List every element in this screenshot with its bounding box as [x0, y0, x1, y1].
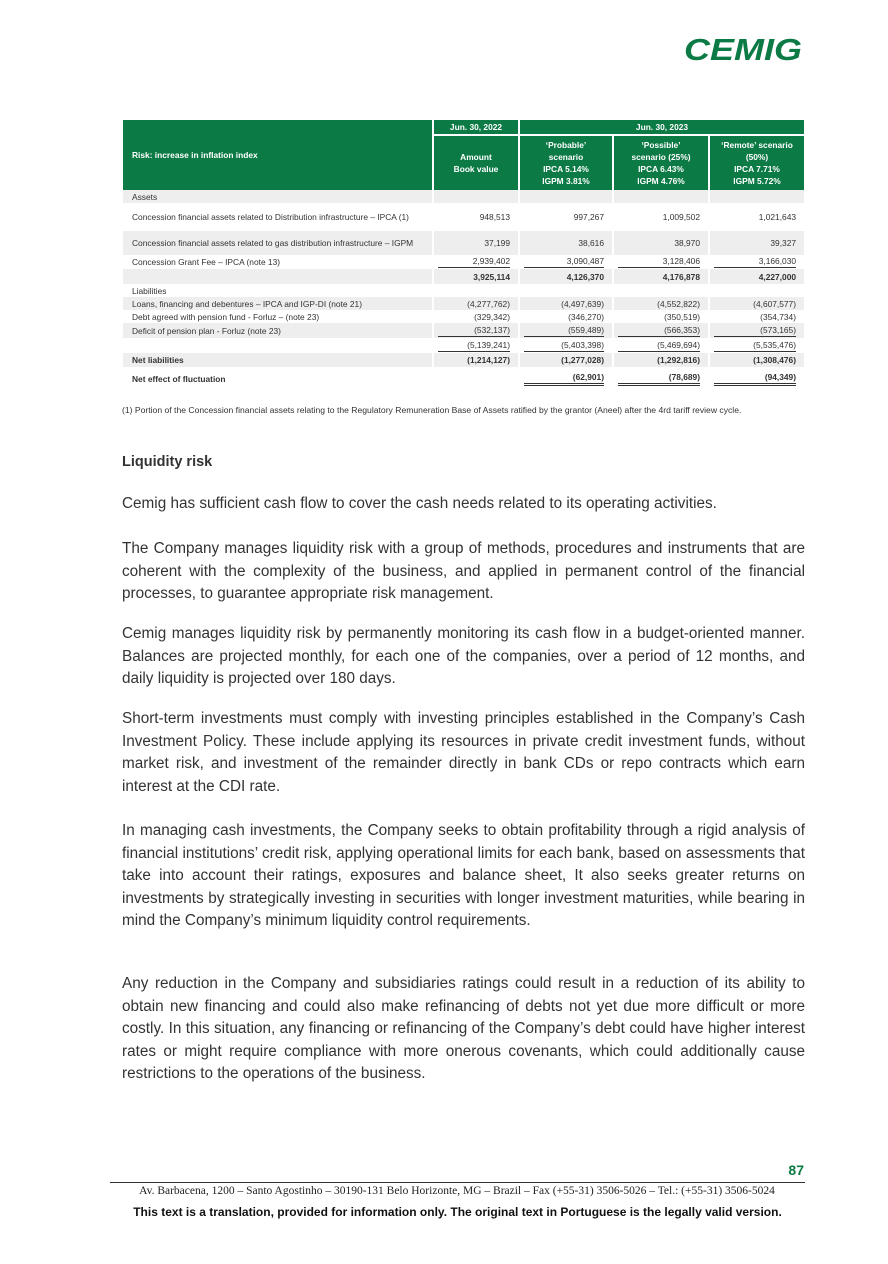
inflation-risk-table: [123, 120, 804, 391]
cell-value: (4,552,822): [612, 297, 708, 310]
section-title: Liquidity risk: [122, 454, 213, 470]
paragraph: Cemig has sufficient cash flow to cover the cash needs related to its operating activities.: [122, 495, 717, 512]
footer-divider: [110, 1182, 805, 1183]
row-label: Net effect of fluctuation: [123, 367, 432, 391]
cell-value: 4,227,000: [708, 269, 804, 284]
paragraph: In managing cash investments, the Company seeks to obtain profitability through a rigid analysis of financial institutions’ credit risk, applying operational limits for each bank, based on assessments that take into account their ratings, exposures and balance sheet, It also seeks greater returns on investments by strategically investing in securities with longer investment maturities, while bearing in mind the Company’s minimum liquidity control requirements.: [122, 822, 805, 929]
row-label: Debt agreed with pension fund - Forluz – (note 23): [123, 310, 432, 323]
cell-value: (573,165): [714, 325, 796, 337]
col-header-remote: ‘Remote’ scenario (50%) IPCA 7.71% IGPM 5.72%: [708, 134, 804, 190]
cell-value: 1,021,643: [708, 203, 804, 231]
cell-value: (4,497,639): [518, 297, 612, 310]
table-row-liabilities-total: [123, 338, 804, 353]
row-label: Concession financial assets related to Distribution infrastructure – IPCA (1): [123, 203, 432, 231]
cell-value: (329,342): [432, 310, 518, 323]
col-header-book-value: Amount Book value: [432, 134, 518, 190]
cell-value: 37,199: [432, 231, 518, 255]
row-label: Concession Grant Fee – IPCA (note 13): [123, 255, 432, 269]
cell-value: 4,126,370: [518, 269, 612, 284]
table-row: [123, 203, 804, 231]
cell-value: 3,166,030: [714, 256, 796, 268]
cell-value: (94,349): [714, 372, 796, 386]
table-row: [123, 297, 804, 310]
table-row-net-effect: [123, 367, 804, 391]
cell-value: (346,270): [518, 310, 612, 323]
cell-value: 38,616: [518, 231, 612, 255]
cell-value: (5,535,476): [714, 340, 796, 352]
cell-value: (62,901): [524, 372, 604, 386]
cell-value: (4,607,577): [708, 297, 804, 310]
table-row: [123, 231, 804, 255]
table-row: [123, 255, 804, 269]
cell-value: (4,277,762): [432, 297, 518, 310]
cell-value: (532,137): [438, 325, 510, 337]
table-row-assets-total: [123, 269, 804, 284]
footer-disclaimer: This text is a translation, provided for information only. The original text in Portuguese is the legally valid version.: [133, 1205, 782, 1219]
table-row: [123, 190, 804, 203]
row-label: Deficit of pension plan - Forluz (note 23): [123, 323, 432, 338]
period-base-header: Jun. 30, 2022: [432, 120, 518, 134]
liabilities-section-label: Liabilities: [123, 284, 432, 297]
cell-value: 3,925,114: [432, 269, 518, 284]
cell-value: 4,176,878: [612, 269, 708, 284]
footer-address: Av. Barbacena, 1200 – Santo Agostinho – 30190-131 Belo Horizonte, MG – Brazil – Fax (+55-31) 3506-5026 – Tel.: (+55-31) 3506-5024: [139, 1185, 775, 1197]
cemig-logo: [683, 33, 803, 65]
cell-value: (354,734): [708, 310, 804, 323]
cell-value: (1,292,816): [612, 353, 708, 367]
col-header-possible: ‘Possible’ scenario (25%) IPCA 6.43% IGPM 4.76%: [612, 134, 708, 190]
paragraph: Short-term investments must comply with investing principles established in the Company’s Cash Investment Policy. These include applying its resources in private credit investment funds, without market risk, and investment of the remainder directly in bank CDs or repo contracts which earn interest at the CDI rate.: [122, 710, 805, 795]
table-row-net-liabilities: [123, 353, 804, 367]
paragraph: The Company manages liquidity risk with a group of methods, procedures and instruments that are coherent with the complexity of the business, and applied in permanent control of the financial processes, to guarantee appropriate risk management.: [122, 540, 805, 602]
cell-value: 2,939,402: [438, 256, 510, 268]
cell-value: 3,128,406: [618, 256, 700, 268]
paragraph: Any reduction in the Company and subsidiaries ratings could result in a reduction of its ability to obtain new financing and could also make refinancing of debts not yet due more difficult or more costly. In this situation, any financing or refinancing of the Company’s debt could have higher interest rates or might require compliance with more onerous covenants, which could additionally cause restrictions to the operations of the business.: [122, 975, 805, 1082]
cell-value: (5,469,694): [618, 340, 700, 352]
cell-value: (78,689): [618, 372, 700, 386]
cell-value: 997,267: [518, 203, 612, 231]
table-row: [123, 310, 804, 323]
cell-value: 39,327: [708, 231, 804, 255]
cell-value: (350,519): [612, 310, 708, 323]
table-footnote: (1) Portion of the Concession financial assets relating to the Regulatory Remuneration Base of Assets ratified by the grantor (Aneel) after the 4rd tariff review cycle.: [122, 405, 742, 415]
cell-value: (1,277,028): [518, 353, 612, 367]
period-scenarios-header: Jun. 30, 2023: [518, 120, 804, 134]
col-header-probable: ‘Probable’ scenario IPCA 5.14% IGPM 3.81%: [518, 134, 612, 190]
cell-value: (1,308,476): [708, 353, 804, 367]
row-label: Concession financial assets related to gas distribution infrastructure – IGPM: [123, 231, 432, 255]
cell-value: (559,489): [524, 325, 604, 337]
row-label: Net liabilities: [123, 353, 432, 367]
row-label: Loans, financing and debentures – IPCA and IGP-DI (note 21): [123, 297, 432, 310]
table-row-header: Risk: increase in inflation index: [123, 120, 432, 190]
page-number: 87: [788, 1162, 804, 1178]
cell-value: 1,009,502: [612, 203, 708, 231]
cell-value: 948,513: [432, 203, 518, 231]
table-row: [123, 284, 804, 297]
cell-value: 3,090,487: [524, 256, 604, 268]
assets-section-label: Assets: [123, 190, 432, 203]
cell-value: (566,353): [618, 325, 700, 337]
cell-value: (5,139,241): [438, 340, 510, 352]
cell-value: (1,214,127): [432, 353, 518, 367]
svg-text:CEMIG: CEMIG: [684, 33, 802, 65]
table-row: [123, 323, 804, 338]
cell-value: 38,970: [612, 231, 708, 255]
paragraph: Cemig manages liquidity risk by permanently monitoring its cash flow in a budget-oriented manner. Balances are projected monthly, for each one of the companies, over a period of 12 months, and daily liquidity is projected over 180 days.: [122, 625, 805, 687]
cell-value: (5,403,398): [524, 340, 604, 352]
